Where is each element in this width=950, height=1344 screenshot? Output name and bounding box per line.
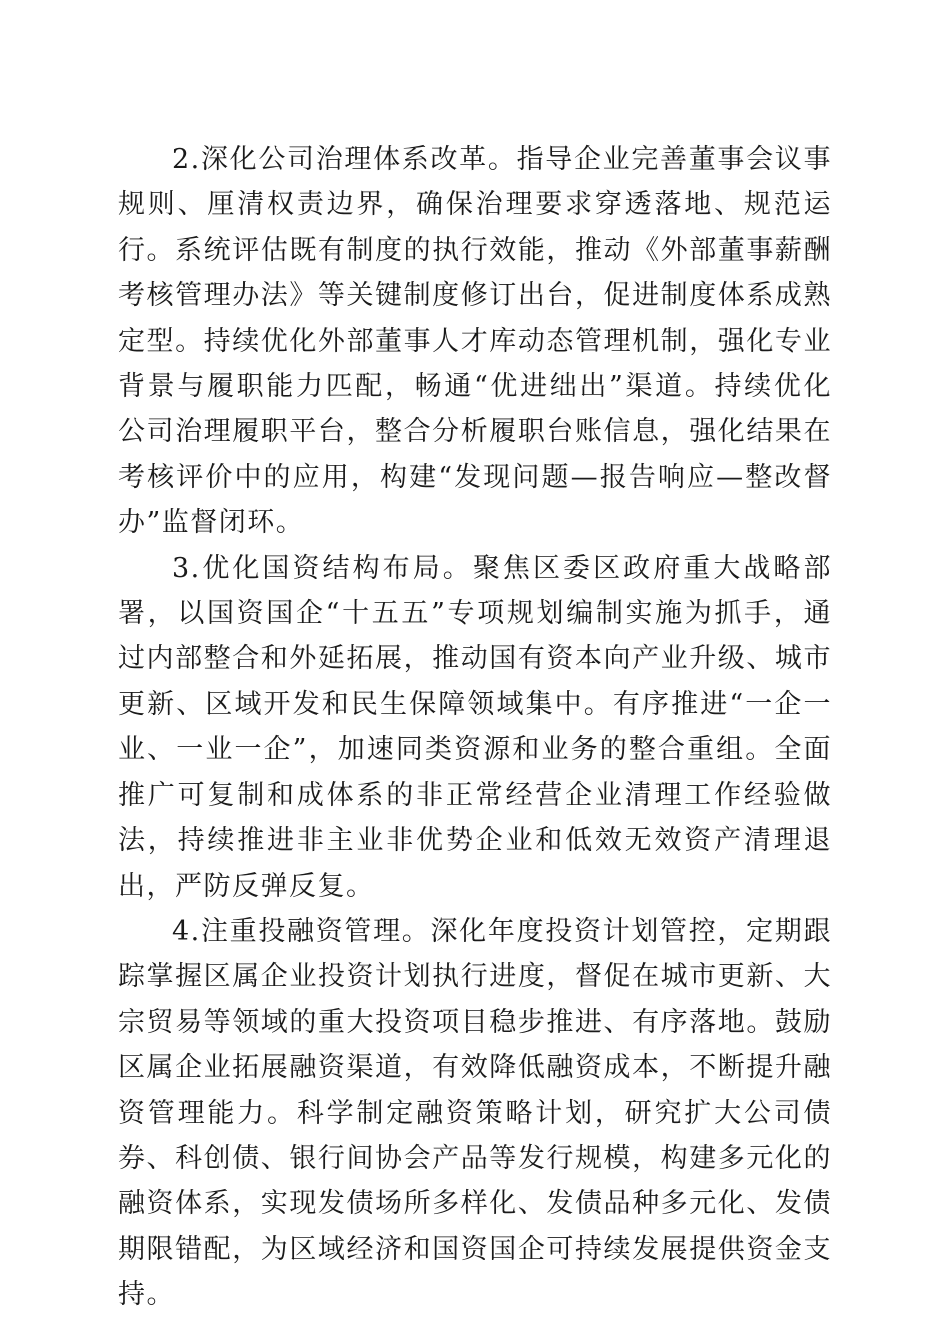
paragraph-investment-financing-management: 4.注重投融资管理。深化年度投资计划管控，定期跟踪掌握区属企业投资计划执行进度，督促在城市更新、大宗贸易等领域的重大投资项目稳步推进、有序落地。鼓励区属企业拓展融资渠道，有效降低融资成本，不断提升融资管理能力。科学制定融资策略计划，研究扩大公司债券、科创债、银行间协会产品等发行规模，构建多元化的融资体系，实现发债场所多样化、发债品种多元化、发债期限错配，为区域经济和国资国企可持续发展提供资金支持。 [118, 915, 832, 1311]
paragraph-state-asset-structure: 3.优化国资结构布局。聚焦区委区政府重大战略部署，以国资国企“十五五”专项规划编制实施为抓手，通过内部整合和外延拓展，推动国有资本向产业升级、城市更新、区域开发和民生保障领域集中。有序推进“一企一业、一业一企”，加速同类资源和业务的整合重组。全面推广可复制和成体系的非正常经营企业清理工作经验做法，持续推进非主业非优势企业和低效无效资产清理退出，严防反弹反复。 [118, 552, 832, 902]
document-body [118, 137, 832, 1318]
paragraph-corporate-governance-reform: 2.深化公司治理体系改革。指导企业完善董事会议事规则、厘清权责边界，确保治理要求穿透落地、规范运行。系统评估既有制度的执行效能，推动《外部董事薪酬考核管理办法》等关键制度修订出台，促进制度体系成熟定型。持续优化外部董事人才库动态管理机制，强化专业背景与履职能力匹配，畅通“优进绌出”渠道。持续优化公司治理履职平台，整合分析履职台账信息，强化结果在考核评价中的应用，构建“发现问题—报告响应—整改督办”监督闭环。 [118, 144, 832, 539]
